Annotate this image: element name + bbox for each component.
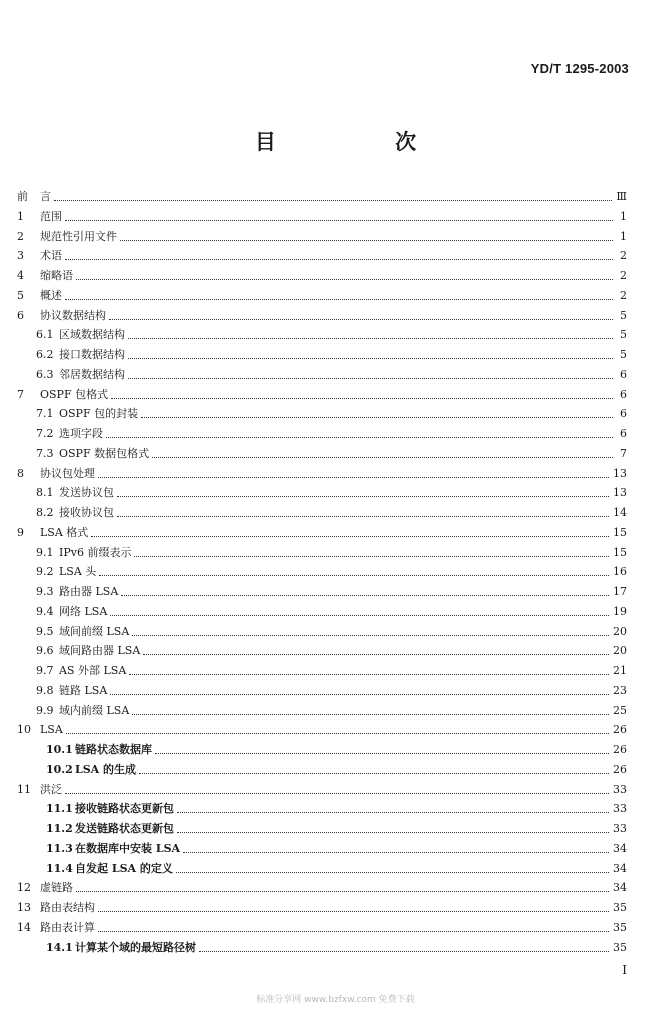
toc-entry[interactable]: [17, 443, 627, 461]
toc-entry-number: 13: [17, 901, 31, 914]
toc-entry[interactable]: [17, 265, 627, 283]
toc-entry-page: 5: [620, 308, 627, 322]
toc-entry-label: 链路状态数据库: [75, 743, 152, 756]
toc-entry[interactable]: [17, 759, 627, 777]
toc-entry-number: 3: [17, 249, 24, 263]
toc-entry[interactable]: [17, 660, 627, 678]
toc-entry-page: 15: [613, 525, 627, 539]
toc-entry-page: 6: [620, 427, 627, 440]
toc-entry-number: 9.6: [36, 644, 54, 658]
toc-entry-page: Ⅲ: [616, 190, 627, 203]
toc-leader-dots: [129, 660, 609, 675]
toc-entry-label: 言: [40, 190, 51, 203]
toc-entry-number: 6.2: [36, 348, 54, 361]
toc-entry-number: 9.9: [36, 703, 54, 717]
toc-entry[interactable]: [17, 324, 627, 342]
toc-entry-number: 9.4: [36, 604, 54, 618]
toc-entry-label: 计算某个域的最短路径树: [75, 940, 196, 954]
toc-entry-label: LSA 的生成: [75, 762, 137, 776]
toc-entry-page: 33: [613, 782, 627, 796]
toc-entry-label: 选项字段: [59, 427, 103, 440]
toc-entry[interactable]: [17, 364, 627, 382]
toc-entry[interactable]: [17, 700, 627, 718]
toc-entry[interactable]: [17, 561, 627, 579]
toc-entry[interactable]: [17, 502, 627, 520]
toc-leader-dots: [111, 384, 613, 399]
toc-entry-label: 范围: [40, 209, 62, 223]
toc-entry[interactable]: [17, 640, 627, 658]
toc-leader-dots: [99, 561, 609, 576]
toc-entry-number: 7.3: [36, 446, 54, 460]
toc-leader-dots: [117, 502, 609, 517]
toc-entry-page: 6: [620, 367, 627, 381]
toc-entry-page: 14: [613, 506, 627, 519]
toc-entry[interactable]: [17, 877, 627, 895]
toc-entry-page: 25: [613, 703, 627, 717]
toc-entry-page: 17: [613, 585, 627, 598]
toc-entry-page: 21: [613, 664, 627, 677]
toc-entry[interactable]: [17, 403, 627, 421]
toc-entry-number: 9.5: [36, 624, 54, 638]
toc-leader-dots: [110, 680, 609, 695]
toc-entry[interactable]: [17, 384, 627, 402]
toc-entry-number: 7.1: [36, 407, 54, 421]
toc-leader-dots: [120, 226, 613, 241]
toc-entry-label: 链路 LSA: [59, 683, 108, 697]
toc-entry-page: 20: [613, 624, 627, 638]
toc-entry[interactable]: [17, 680, 627, 698]
toc-entry-number: 11.2: [46, 822, 73, 835]
toc-leader-dots: [98, 917, 609, 932]
toc-entry-page: 20: [613, 644, 627, 658]
toc-entry-number: 9.8: [36, 683, 54, 697]
toc-entry-number: 10.1: [46, 743, 73, 756]
toc-entry-number: 9.7: [36, 664, 54, 677]
toc-entry-label: 缩略语: [40, 269, 73, 282]
toc-entry-label: AS 外部 LSA: [59, 664, 127, 677]
toc-entry-label: LSA 头: [59, 565, 97, 579]
toc-entry-page: 16: [613, 565, 627, 579]
toc-entry-number: 5: [17, 288, 24, 302]
toc-entry-page: 1: [620, 229, 627, 243]
toc-entry-number: 11.4: [46, 861, 73, 875]
toc-leader-dots: [98, 463, 609, 478]
toc-leader-dots: [65, 206, 613, 221]
toc-entry-label: 自发起 LSA 的定义: [75, 861, 173, 875]
toc-leader-dots: [155, 739, 609, 754]
toc-leader-dots: [65, 245, 613, 260]
toc-leader-dots: [110, 601, 609, 616]
toc-leader-dots: [143, 640, 609, 655]
toc-entry[interactable]: [17, 897, 627, 915]
toc-entry-number: 14: [17, 920, 31, 934]
toc-entry-page: 35: [613, 920, 627, 934]
toc-entry-page: 23: [613, 683, 627, 697]
toc-entry[interactable]: [17, 522, 627, 540]
toc-entry-label: 接收协议包: [59, 506, 114, 519]
toc-entry-number: 1: [17, 209, 24, 223]
toc-entry-label: IPv6 前缀表示: [59, 545, 132, 559]
toc-entry-label: 网络 LSA: [59, 604, 108, 618]
toc-entry[interactable]: [17, 858, 627, 876]
toc-entry-number: 2: [17, 229, 24, 243]
toc-entry-number: 9.3: [36, 585, 54, 598]
toc-entry-page: 33: [613, 822, 627, 835]
toc-entry-label: OSPF 包格式: [40, 387, 109, 401]
toc-entry-page: 19: [613, 604, 627, 618]
toc-leader-dots: [152, 443, 613, 458]
toc-entry[interactable]: [17, 344, 627, 362]
toc-entry-page: 13: [613, 466, 627, 480]
toc-entry-label: 术语: [40, 249, 62, 263]
toc-entry[interactable]: [17, 226, 627, 244]
toc-entry-label: 在数据库中安装 LSA: [75, 841, 181, 855]
toc-entry-page: 15: [613, 545, 627, 559]
toc-entry-number: 8.2: [36, 506, 54, 519]
toc-leader-dots: [91, 522, 609, 537]
toc-entry-label: OSPF 数据包格式: [59, 446, 150, 460]
toc-entry-page: 26: [613, 723, 627, 737]
toc-entry-label: 路由器 LSA: [59, 585, 119, 598]
toc-entry-page: 34: [613, 861, 627, 875]
toc-leader-dots: [121, 581, 609, 596]
toc-entry-page: 5: [620, 348, 627, 361]
page-title: 目 次: [254, 130, 473, 154]
toc-entry-number: 7: [17, 387, 24, 401]
toc-entry-number: 9: [17, 525, 24, 539]
toc-entry-number: 4: [17, 269, 24, 282]
toc-entry-label: LSA 格式: [40, 525, 89, 539]
toc-entry-number: 14.1: [46, 940, 73, 954]
toc-entry-label: 路由表结构: [40, 901, 95, 914]
toc-entry[interactable]: [17, 581, 627, 599]
toc-leader-dots: [76, 265, 613, 280]
toc-entry-label: 发送协议包: [59, 486, 114, 500]
toc-entry-number: 12: [17, 881, 31, 895]
toc-entry-label: 邻居数据结构: [59, 367, 125, 381]
toc-entry-number: 6: [17, 308, 24, 322]
toc-entry[interactable]: [17, 186, 627, 204]
toc-entry[interactable]: [17, 463, 627, 481]
toc-leader-dots: [54, 186, 612, 201]
toc-entry-number: 6.1: [36, 328, 54, 342]
toc-leader-dots: [128, 364, 613, 379]
toc-leader-dots: [176, 858, 609, 873]
toc-leader-dots: [117, 482, 609, 497]
toc-entry[interactable]: [17, 917, 627, 935]
toc-entry-label: 域间前缀 LSA: [59, 624, 130, 638]
toc-entry-number: 11.1: [46, 802, 73, 816]
toc-leader-dots: [132, 621, 609, 636]
toc-entry-page: 2: [620, 269, 627, 282]
toc-entry-page: 5: [620, 328, 627, 342]
toc-entry-page: 7: [620, 446, 627, 460]
toc-entry[interactable]: [17, 206, 627, 224]
toc-leader-dots: [141, 403, 613, 418]
toc-leader-dots: [183, 838, 609, 853]
toc-leader-dots: [177, 798, 609, 813]
toc-entry-page: 13: [613, 486, 627, 500]
toc-entry-label: OSPF 包的封装: [59, 407, 139, 421]
toc-entry-page: 6: [620, 407, 627, 421]
toc-entry-page: 26: [613, 743, 627, 756]
toc-entry-label: 洪泛: [40, 782, 62, 796]
standard-code: YD/T 1295-2003: [530, 61, 629, 76]
toc-entry-page: 34: [613, 881, 627, 895]
toc-entry[interactable]: [17, 423, 627, 441]
toc-entry-page: 35: [613, 901, 627, 914]
toc-entry-label: 接收链路状态更新包: [75, 802, 174, 816]
toc-entry-page: 1: [620, 209, 627, 223]
toc-entry-page: 33: [613, 802, 627, 816]
toc-entry-label: 接口数据结构: [59, 348, 125, 361]
toc-entry[interactable]: [17, 601, 627, 619]
toc-entry-page: 26: [613, 762, 627, 776]
toc-entry-number: 9.1: [36, 545, 54, 559]
toc-entry-number: 9.2: [36, 565, 54, 579]
toc-leader-dots: [134, 542, 609, 557]
toc-entry-number: 10.2: [46, 762, 73, 776]
toc-entry-number: 11: [17, 782, 31, 796]
toc-leader-dots: [66, 719, 609, 734]
toc-entry[interactable]: [17, 719, 627, 737]
toc-leader-dots: [128, 344, 613, 359]
toc-entry-label: 路由表计算: [40, 920, 95, 934]
toc-leader-dots: [106, 423, 613, 438]
toc-leader-dots: [139, 759, 609, 774]
toc-entry[interactable]: [17, 305, 627, 323]
toc-entry-number: 7.2: [36, 427, 54, 440]
page-number: I: [622, 963, 627, 977]
toc-leader-dots: [199, 937, 609, 952]
toc-entry-label: 虚链路: [40, 881, 73, 895]
toc-leader-dots: [128, 324, 613, 339]
toc-entry-label: 域间路由器 LSA: [59, 644, 141, 658]
toc-entry-label: 协议包处理: [40, 466, 95, 480]
toc-entry[interactable]: [17, 838, 627, 856]
toc-entry-label: 概述: [40, 288, 62, 302]
toc-leader-dots: [132, 700, 609, 715]
toc-entry[interactable]: [17, 739, 627, 757]
toc-leader-dots: [65, 285, 613, 300]
toc-leader-dots: [65, 779, 609, 794]
toc-entry-page: 35: [613, 940, 627, 954]
toc-entry[interactable]: [17, 482, 627, 500]
toc-entry-number: 前: [17, 190, 28, 203]
toc-entry-number: 8.1: [36, 486, 54, 500]
toc-entry-number: 8: [17, 466, 24, 480]
toc-entry[interactable]: [17, 621, 627, 639]
toc-entry[interactable]: [17, 798, 627, 816]
toc-entry[interactable]: [17, 818, 627, 836]
toc-entry-page: 34: [613, 841, 627, 855]
toc-entry-number: 6.3: [36, 367, 54, 381]
toc-entry[interactable]: [17, 937, 627, 955]
toc-entry[interactable]: [17, 542, 627, 560]
toc-entry-page: 6: [620, 387, 627, 401]
toc-leader-dots: [109, 305, 613, 320]
toc-entry-label: 区域数据结构: [59, 328, 125, 342]
toc-entry-label: 域内前缀 LSA: [59, 703, 130, 717]
toc-entry[interactable]: [17, 285, 627, 303]
toc-entry-page: 2: [620, 249, 627, 263]
watermark: 标准分享网 www.bzfxw.com 免费下载: [256, 995, 415, 1005]
toc-entry[interactable]: [17, 245, 627, 263]
toc-entry-number: 10: [17, 723, 31, 737]
toc-entry-label: 协议数据结构: [40, 308, 106, 322]
toc-leader-dots: [98, 897, 609, 912]
toc-entry-number: 11.3: [46, 841, 73, 855]
toc-entry[interactable]: [17, 779, 627, 797]
toc-leader-dots: [177, 818, 609, 833]
toc-entry-label: LSA: [40, 723, 63, 737]
toc-entry-label: 发送链路状态更新包: [75, 822, 174, 835]
toc-entry-label: 规范性引用文件: [40, 229, 117, 243]
toc-leader-dots: [76, 877, 609, 892]
toc-entry-page: 2: [620, 288, 627, 302]
